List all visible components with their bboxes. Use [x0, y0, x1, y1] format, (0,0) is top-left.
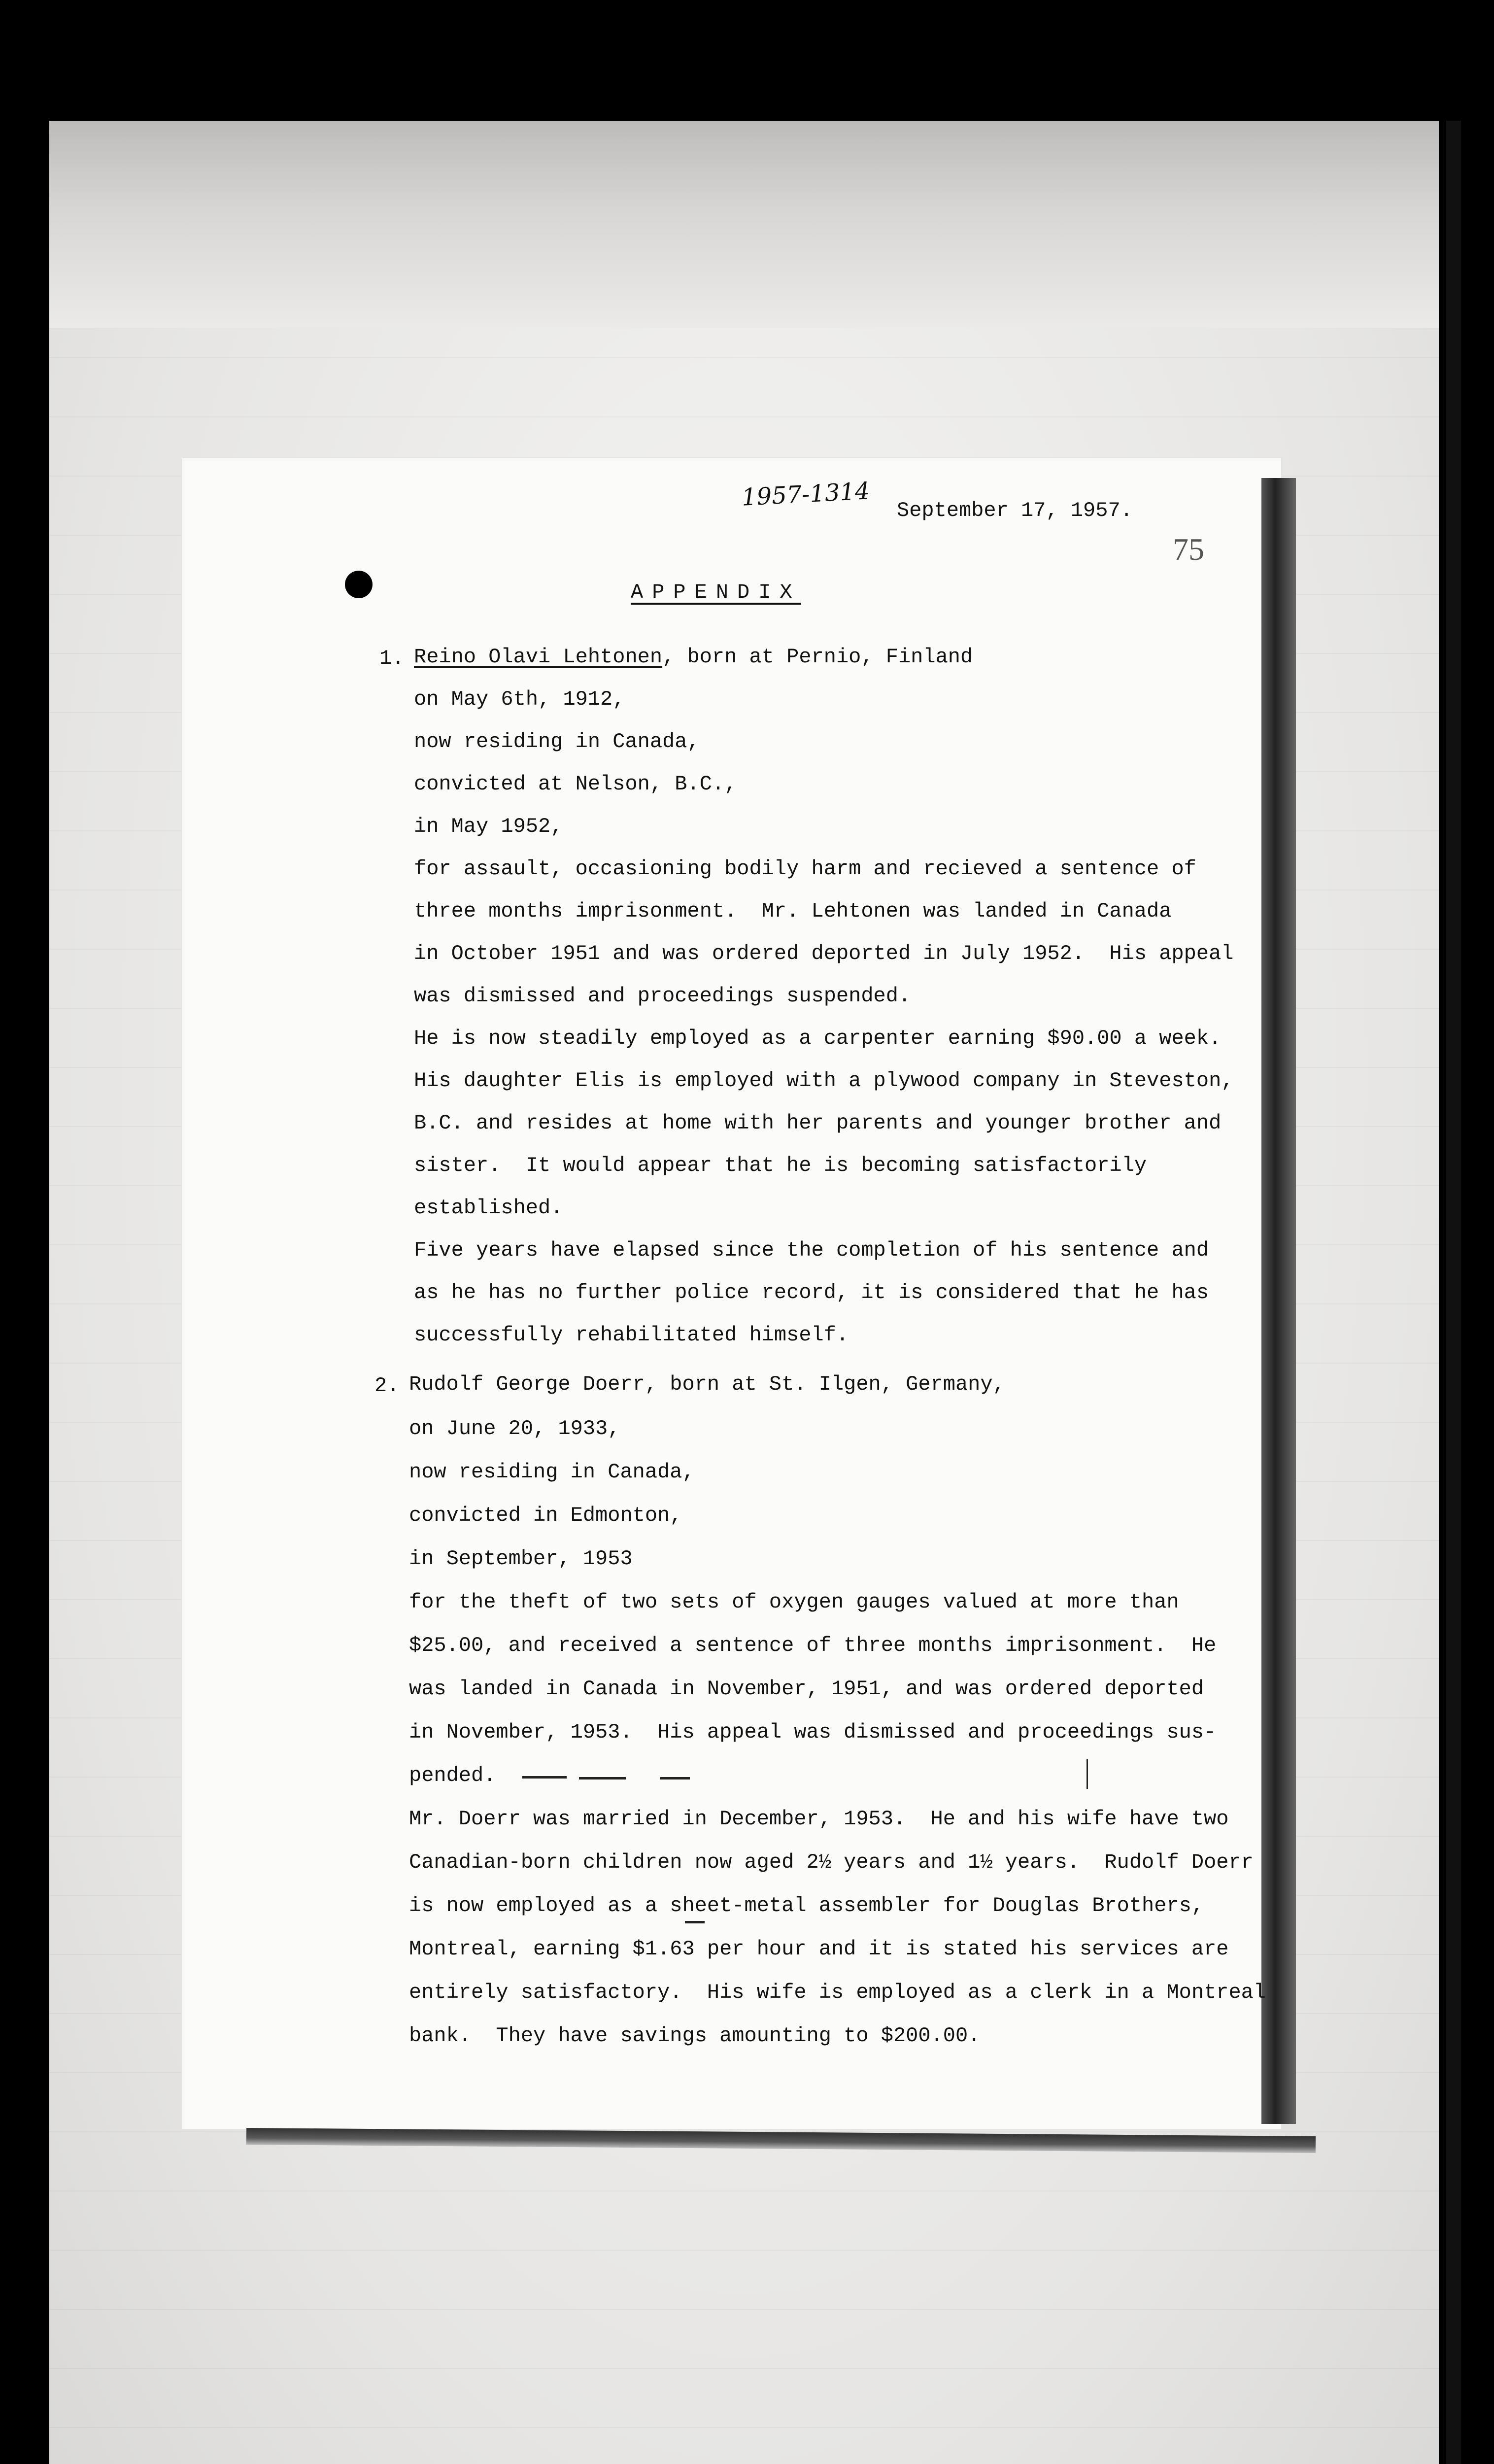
- entry-line: $25.00, and received a sentence of three months imprisonment. He: [409, 1634, 1217, 1657]
- film-top-band: [49, 121, 1439, 328]
- entry-line: on May 6th, 1912,: [414, 687, 625, 711]
- entry-first-line: Rudolf George Doerr, born at St. Ilgen, Germany,: [409, 1372, 1005, 1396]
- entry-line: His daughter Elis is employed with a plywood company in Steveston,: [414, 1069, 1234, 1093]
- entry-line: three months imprisonment. Mr. Lehtonen was landed in Canada: [414, 899, 1172, 923]
- entry-line: He is now steadily employed as a carpenter earning $90.00 a week.: [414, 1027, 1222, 1050]
- entry-line: in November, 1953. His appeal was dismissed and proceedings sus-: [409, 1720, 1217, 1744]
- pen-mark: [1087, 1759, 1088, 1789]
- entry-name: Reino Olavi Lehtonen: [414, 645, 663, 669]
- pen-mark: [660, 1777, 690, 1780]
- entry-line: bank. They have savings amounting to $200.00.: [409, 2024, 981, 2048]
- entry-line: for assault, occasioning bodily harm and recieved a sentence of: [414, 857, 1196, 881]
- entry-line: for the theft of two sets of oxygen gauges valued at more than: [409, 1590, 1179, 1614]
- pen-mark: [522, 1776, 567, 1779]
- document-date: September 17, 1957.: [897, 499, 1133, 522]
- pen-mark: [579, 1777, 626, 1780]
- entry-line: convicted in Edmonton,: [409, 1504, 682, 1527]
- entry-line: successfully rehabilitated himself.: [414, 1323, 849, 1347]
- entry-line: pended.: [409, 1764, 496, 1787]
- entry-line: in September, 1953: [409, 1547, 633, 1571]
- entry-line: Five years have elapsed since the completion of his sentence and: [414, 1238, 1209, 1262]
- entry-line: now residing in Canada,: [409, 1460, 695, 1484]
- entry-line: in October 1951 and was ordered deported in July 1952. His appeal: [414, 942, 1234, 965]
- entry-line: in May 1952,: [414, 815, 563, 838]
- entry-first-line: [414, 647, 973, 667]
- pen-mark: [685, 1921, 705, 1923]
- entry-line: established.: [414, 1196, 563, 1220]
- entry-line: was landed in Canada in November, 1951, and was ordered deported: [409, 1677, 1204, 1701]
- entry-line: was dismissed and proceedings suspended.: [414, 984, 911, 1008]
- punch-hole: [345, 571, 373, 598]
- paper-right-shadow: [1261, 478, 1296, 2124]
- entry-first-line-rest: , born at Pernio, Finland: [662, 645, 973, 669]
- film-edge: [1446, 121, 1461, 2464]
- entry-line: Canadian-born children now aged 2½ years and 1½ years. Rudolf Doerr: [409, 1850, 1254, 1874]
- entry-number: 2.: [374, 1374, 400, 1398]
- entry-line: is now employed as a sheet-metal assembler for Douglas Brothers,: [409, 1894, 1204, 1917]
- handwritten-reference: 1957-1314: [741, 477, 871, 512]
- entry-line: Mr. Doerr was married in December, 1953. He and his wife have two: [409, 1807, 1229, 1831]
- entry-line: Montreal, earning $1.63 per hour and it is stated his services are: [409, 1937, 1229, 1961]
- entry-line: now residing in Canada,: [414, 730, 700, 753]
- entry-number: 1.: [379, 647, 405, 670]
- entry-line: as he has no further police record, it is considered that he has: [414, 1281, 1209, 1304]
- page-number: 75: [1173, 532, 1204, 567]
- entry-line: entirely satisfactory. His wife is employed as a clerk in a Montreal: [409, 1981, 1266, 2004]
- entry-line: convicted at Nelson, B.C.,: [414, 772, 737, 796]
- entry-line: on June 20, 1933,: [409, 1417, 620, 1440]
- entry-line: sister. It would appear that he is becoming satisfactorily: [414, 1154, 1147, 1177]
- entry-line: B.C. and resides at home with her parents and younger brother and: [414, 1111, 1222, 1135]
- appendix-heading: APPENDIX: [631, 581, 801, 604]
